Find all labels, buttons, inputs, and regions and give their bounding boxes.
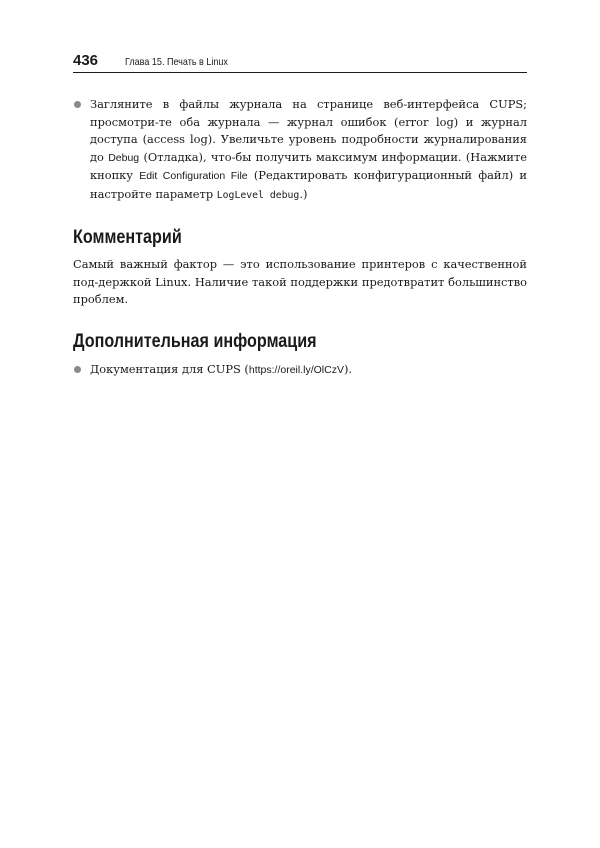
bullet-icon [74, 366, 81, 373]
page-number: 436 [73, 52, 99, 69]
bullet-text-part: .) [299, 186, 308, 201]
bullet-icon [74, 101, 81, 108]
comment-paragraph: Самый важный фактор — это использование принтеров с качественной под-держкой Linux. Наличие такой поддержки предотвратит большинство проблем. [73, 257, 527, 306]
bullet-text-part: ). [343, 361, 353, 376]
bullet-text-part: Документация для CUPS ( [90, 361, 249, 376]
debug-label: Debug [108, 151, 140, 164]
section-heading-comment: Комментарий [73, 227, 182, 248]
loglevel-code: LogLevel debug [216, 189, 300, 201]
edit-configuration-file-label: Edit Configuration File [139, 170, 248, 182]
page-content [73, 96, 527, 379]
bullet-text-part: (Отладка), что-бы получить максимум информации. (Нажмите кнопку [90, 149, 527, 182]
list-item [73, 361, 527, 380]
bullet-text-part: (Редактировать конфигурационный файл) и настройте параметр [90, 168, 527, 201]
section-heading-more-info: Дополнительная информация [73, 330, 317, 352]
cups-docs-link[interactable]: https://oreil.ly/OlCzV [248, 363, 344, 376]
running-head [73, 52, 527, 73]
chapter-title: Глава 15. Печать в Linux [125, 56, 228, 68]
bullet-text-part: Загляните в файлы журнала на странице веб-интерфейса CUPS; просмотри-те оба журнала — журнал ошибок (error log) и журнал доступа (access log). Увеличьте уровень подробности журналирования до [90, 97, 527, 164]
list-item [73, 96, 527, 204]
